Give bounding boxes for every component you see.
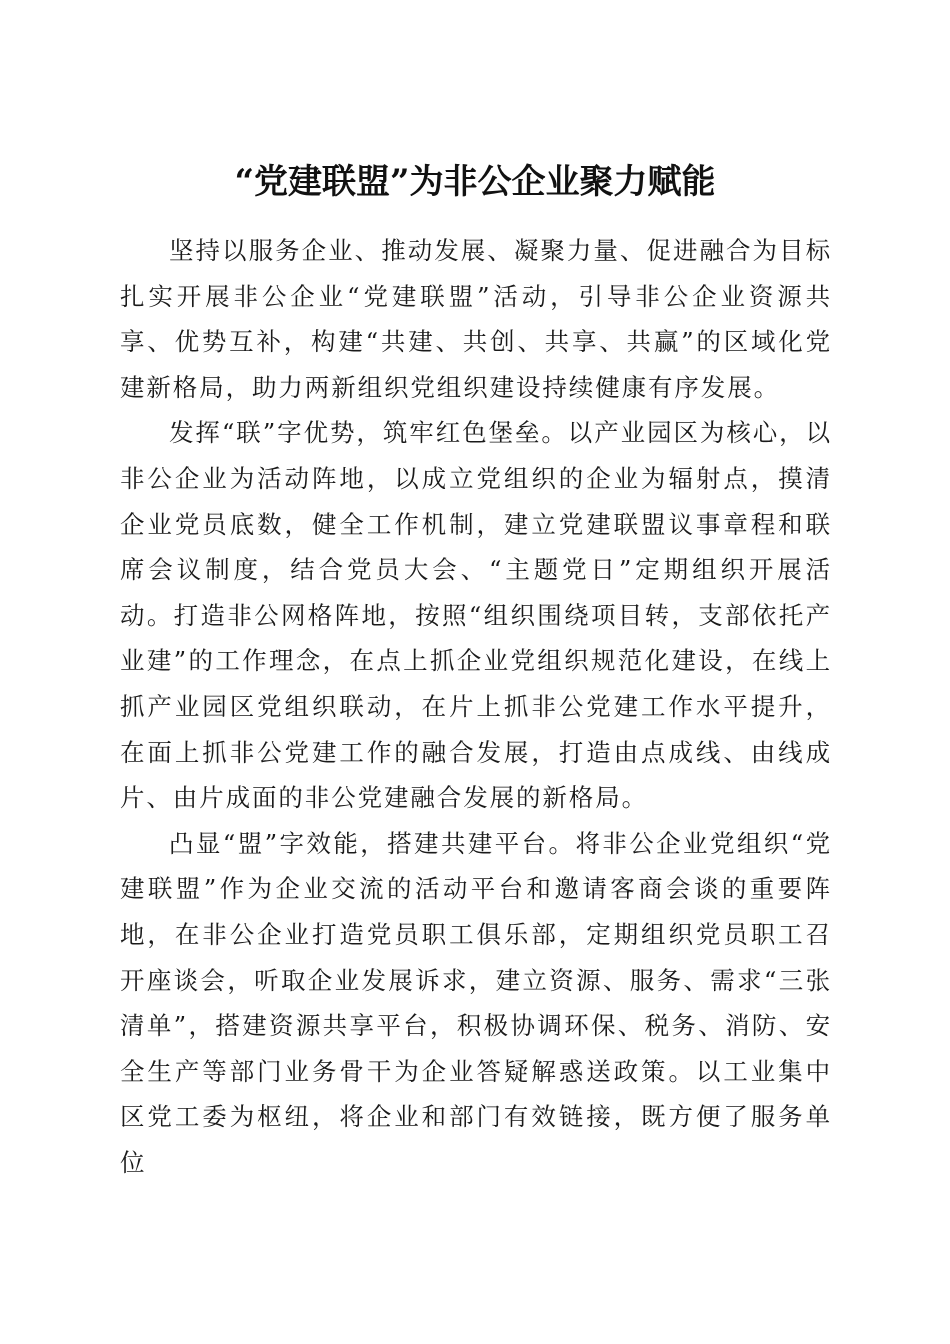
document-title: “党建联盟”为非公企业聚力赋能 [234,161,716,202]
paragraph: 凸显“盟”字效能，搭建共建平台。将非公企业党组织“党建联盟”作为企业交流的活动平台和邀请客商会谈的重要阵地，在非公企业打造党员职工俱乐部，定期组织党员职工召开座谈会，听取企业发展诉求，建立资源、服务、需求“三张清单”，搭建资源共享平台，积极协调环保、税务、消防、安全生产等部门业务骨干为企业答疑解惑送政策。以工业集中区党工委为枢纽，将企业和部门有效链接，既方便了服务单位 [120,828,832,1177]
document-body [120,228,832,1185]
paragraph: 发挥“联”字优势，筑牢红色堡垒。以产业园区为核心，以非公企业为活动阵地，以成立党组织的企业为辐射点，摸清企业党员底数，健全工作机制，建立党建联盟议事章程和联席会议制度，结合党员大会、“主题党日”定期组织开展活动。打造非公网格阵地，按照“组织围绕项目转，支部依托产业建”的工作理念，在点上抓企业党组织规范化建设，在线上抓产业园区党组织联动，在片上抓非公党建工作水平提升，在面上抓非公党建工作的融合发展，打造由点成线、由线成片、由片成面的非公党建融合发展的新格局。 [120,418,832,813]
paragraph: 坚持以服务企业、推动发展、凝聚力量、促进融合为目标扎实开展非公企业“党建联盟”活动，引导非公企业资源共享、优势互补，构建“共建、共创、共享、共赢”的区域化党建新格局，助力两新组织党组织建设持续健康有序发展。 [120,236,832,402]
